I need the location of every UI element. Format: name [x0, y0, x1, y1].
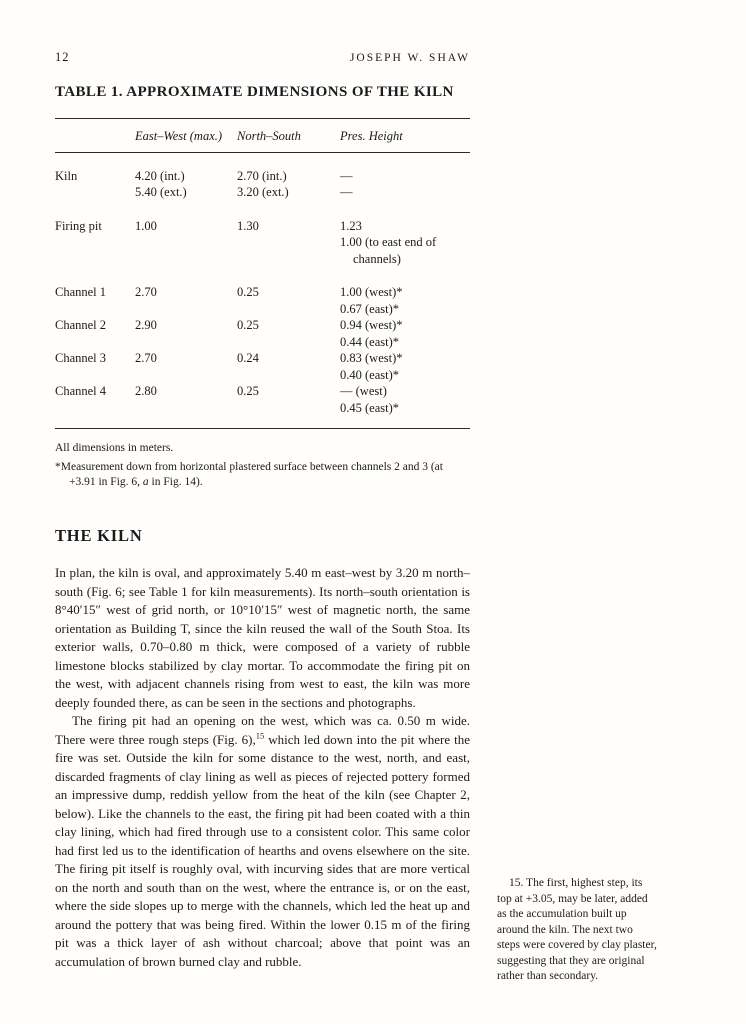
- table-cell: 4.20 (int.): [135, 168, 185, 183]
- table-cell: 0.45 (east)*: [340, 400, 400, 415]
- table-row: [55, 400, 470, 417]
- table-cell: —: [340, 185, 353, 199]
- table-cell: 0.24: [237, 351, 259, 365]
- table-header-cell-empty: [55, 128, 135, 145]
- table-cell: 0.44 (east)*: [340, 334, 400, 349]
- table-cell: 1.23: [340, 218, 362, 233]
- table-row: [55, 218, 470, 235]
- table-cell: [237, 400, 340, 417]
- table-cell: [135, 367, 237, 384]
- table-row-label: Channel 1: [55, 285, 107, 299]
- table-cell: 0.25: [237, 285, 259, 299]
- table-row-label: Kiln: [55, 168, 78, 183]
- table-header-cell-north-south: North–South: [237, 129, 301, 143]
- table-cell: —: [340, 168, 353, 183]
- table-row: [55, 284, 470, 301]
- table-cell: [135, 234, 237, 251]
- table-cell: 1.00: [135, 218, 157, 233]
- table-row: [55, 168, 470, 185]
- table-row-label: [55, 400, 135, 417]
- table-cell: 0.40 (east)*: [340, 367, 400, 382]
- table-row: [55, 234, 470, 251]
- table-row: [55, 367, 470, 384]
- running-head-author: JOSEPH W. SHAW: [349, 52, 470, 64]
- table-header-cell-east-west: East–West (max.): [135, 129, 223, 143]
- table-cell: 0.94 (west)*: [340, 318, 403, 332]
- table-row-label: Channel 2: [55, 318, 107, 332]
- footnote-ref-15: 15: [255, 730, 265, 741]
- table-row-label: [55, 234, 135, 251]
- table-cell: 3.20 (ext.): [237, 185, 289, 199]
- table-cell: 2.90: [135, 318, 157, 332]
- paragraph-text: which led down into the pit where the fire was set. Outside the kiln for some distance to the west, north, and east, discarded fragments of clay lining as well as pieces of rejected pottery formed an impressive dump, reddish yellow from the heat of the kiln (see Chapter 2, below). Like the channels to the east, the firing pit had been coated with a thin clay lining, which had fired through use to a consistent color. This same color had first led us to the identification of hearths and ovens elsewhere on the site. The firing pit itself is roughly oval, with incurving sides that are more vertical on the north and south than on the west, where the entrance is, or on the east, where the side slopes up to merge with the channels, which led the heat up and around the pottery that was being fired. Within the lower 0.15 m of the firing pit was a thick layer of ash without charcoal; above that point was an accumulation of brown burned clay and rubble.: [55, 731, 470, 969]
- table-cell: [237, 251, 340, 268]
- table-cell: 0.67 (east)*: [340, 301, 400, 316]
- table-cell: channels): [353, 251, 401, 266]
- table-row: [55, 184, 470, 201]
- table-row: [55, 383, 470, 400]
- table-note-text: in Fig. 14).: [148, 476, 203, 488]
- table-cell: — (west): [340, 384, 387, 398]
- table-cell: 1.00 (to east end of: [340, 235, 437, 249]
- table-cell: [135, 301, 237, 318]
- table-cell: 0.83 (west)*: [340, 351, 403, 365]
- table-cell: 2.70: [135, 351, 157, 365]
- paragraph-text: The firing pit had an opening on the west, which was ca. 0.50 m wide. There were three rough steps (Fig. 6),: [55, 713, 470, 747]
- table-note-text: *Measurement down from horizontal plastered surface between channels 2 and 3 (at +3.91 in Fig. 6,: [55, 461, 443, 488]
- table-row-label: Firing pit: [55, 218, 102, 233]
- section-heading: THE KILN: [55, 526, 143, 545]
- table-cell: [237, 334, 340, 351]
- table-cell: [135, 251, 237, 268]
- table-cell: 0.25: [237, 384, 259, 398]
- table-cell: [135, 400, 237, 417]
- table-row-label: Channel 3: [55, 351, 107, 365]
- table-row-label: [55, 184, 135, 201]
- table-row-label: Channel 4: [55, 384, 107, 398]
- paragraph-2: [55, 712, 470, 971]
- running-head: [55, 50, 470, 65]
- table-row-label: [55, 301, 135, 318]
- sidenote-15: 15. The first, highest step, its top at +3.05, may be later, added as the accumulation built up around the kiln. The next two steps were covered by clay plaster, suggesting that they are original rather than secondary.: [497, 877, 657, 982]
- table-cell: [237, 234, 340, 251]
- table-note-units: All dimensions in meters.: [55, 442, 174, 454]
- table-cell: [237, 367, 340, 384]
- table-cell: 2.80: [135, 384, 157, 398]
- table-header-row: [55, 119, 470, 153]
- table-row-label: [55, 367, 135, 384]
- table-cell: 5.40 (ext.): [135, 185, 187, 199]
- table-cell: 1.00 (west)*: [340, 285, 403, 299]
- table-cell: 1.30: [237, 218, 259, 233]
- table-row: [55, 350, 470, 367]
- table-title: TABLE 1. APPROXIMATE DIMENSIONS OF THE KILN: [55, 84, 454, 100]
- table-cell: 0.25: [237, 318, 259, 332]
- table-row: [55, 301, 470, 318]
- table-cell: 2.70: [135, 285, 157, 299]
- paragraph-1: In plan, the kiln is oval, and approximately 5.40 m east–west by 3.20 m north–south (Fig. 6; see Table 1 for kiln measurements). Its north–south orientation is 8°40′15″ west of grid north, or 10°10′15″ west of magnetic north, the same orientation as Building T, since the kiln reused the wall of the South Stoa. Its exterior walls, 0.70–0.80 m thick, were composed of a variety of rubble limestone blocks stabilized by clay mortar. To accommodate the firing pit on the west, with adjacent channels rising from west to east, the kiln was more deeply founded there, as can be seen in the sections and photographs.: [55, 565, 470, 710]
- table-note-asterisk: [55, 460, 470, 490]
- table-cell: [135, 334, 237, 351]
- table-row: [55, 251, 470, 268]
- table-note-italic-ref: a: [142, 476, 149, 488]
- table-cell: [237, 301, 340, 318]
- page-number: 12: [55, 50, 70, 64]
- table-body: [55, 153, 470, 430]
- table-row-label: [55, 251, 135, 268]
- table-cell: 2.70 (int.): [237, 168, 287, 183]
- table-row: [55, 334, 470, 351]
- dimensions-table: [55, 118, 470, 429]
- table-row: [55, 317, 470, 334]
- table-row-label: [55, 334, 135, 351]
- table-header-cell-pres-height: Pres. Height: [340, 129, 403, 143]
- text-column: [55, 84, 470, 971]
